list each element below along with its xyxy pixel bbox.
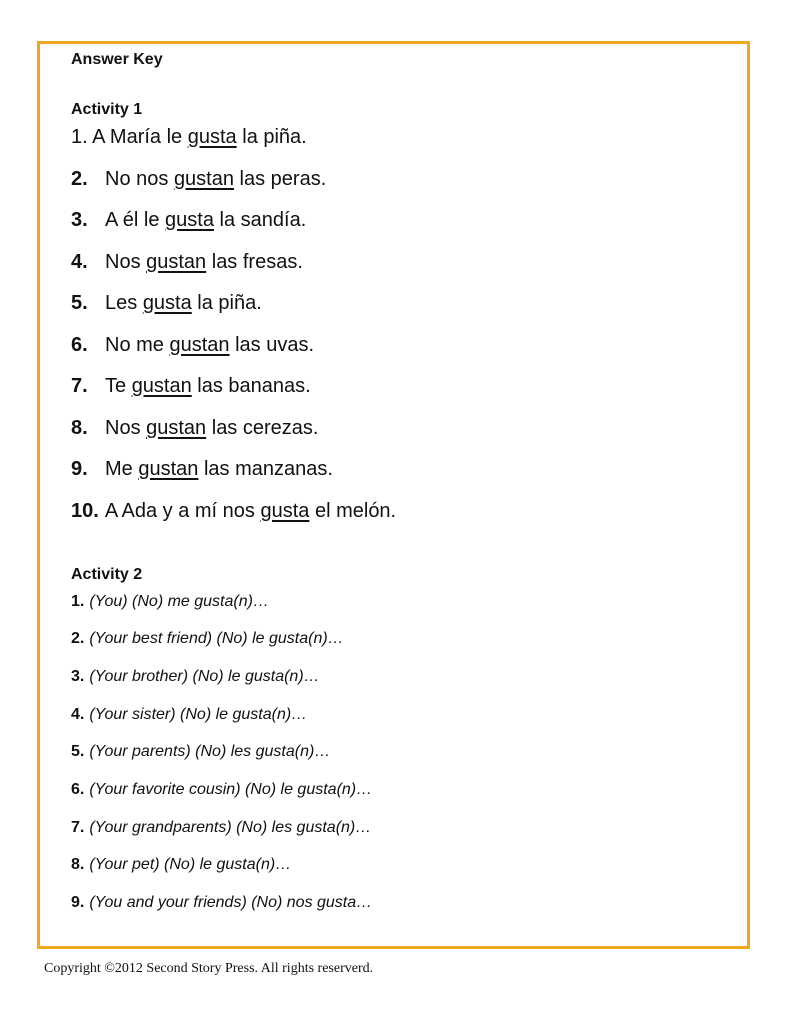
activity-1-item <box>71 125 307 149</box>
activity-2-item <box>71 705 307 725</box>
item-number: 8. <box>71 856 85 873</box>
item-text-after: la piña. <box>191 292 262 314</box>
item-text: (You and your friends) (No) nos gusta… <box>89 894 373 911</box>
item-number: 2. <box>71 630 85 647</box>
item-text: (Your best friend) (No) le gusta(n)… <box>89 630 344 647</box>
item-number: 3. <box>71 668 85 685</box>
item-text: (Your parents) (No) les gusta(n)… <box>89 743 331 760</box>
item-number: 5. <box>71 743 85 760</box>
activity-2-item <box>71 780 372 800</box>
item-answer: gustan <box>173 168 234 190</box>
item-number: 10. <box>71 500 99 522</box>
item-text-before: Nos <box>105 251 147 273</box>
item-text-before: A María le <box>92 126 188 148</box>
item-text-after: las cerezas. <box>206 417 319 439</box>
activity-2-item <box>71 629 344 649</box>
item-text-before: Me <box>105 458 139 480</box>
item-answer: gustan <box>138 458 199 480</box>
item-text-before: Te <box>105 375 132 397</box>
item-text-before: A Ada y a mí nos <box>104 500 261 522</box>
item-number: 5. <box>71 292 88 314</box>
item-text: (Your sister) (No) le gusta(n)… <box>89 706 308 723</box>
item-answer: gusta <box>165 209 214 231</box>
item-text: (Your grandparents) (No) les gusta(n)… <box>89 819 372 836</box>
item-number: 9. <box>71 894 85 911</box>
item-text-after: las peras. <box>234 168 327 190</box>
item-answer: gustan <box>146 251 207 273</box>
item-text-after: las fresas. <box>206 251 303 273</box>
activity-1-heading: Activity 1 <box>71 101 143 118</box>
activity-1-item <box>71 499 396 523</box>
item-answer: gustan <box>146 417 207 439</box>
item-number: 9. <box>71 458 88 480</box>
item-text-after: el melón. <box>309 500 397 522</box>
activity-1-item <box>71 250 303 274</box>
item-number: 7. <box>71 375 88 397</box>
item-text-after: la piña. <box>236 126 307 148</box>
item-text-after: las bananas. <box>191 375 311 397</box>
item-text: (You) (No) me gusta(n)… <box>89 593 269 610</box>
activity-2-item <box>71 667 320 687</box>
item-number: 3. <box>71 209 88 231</box>
activity-2-item <box>71 742 330 762</box>
item-answer: gusta <box>142 292 192 314</box>
item-answer: gusta <box>187 126 237 148</box>
item-number: 1. <box>71 126 88 148</box>
item-number: 6. <box>71 781 85 798</box>
copyright-notice: Copyright ©2012 Second Story Press. All rights reserverd. <box>44 961 374 976</box>
item-answer: gusta <box>260 500 310 522</box>
activity-1-item <box>71 374 311 398</box>
activity-2-item <box>71 592 269 612</box>
item-number: 4. <box>71 706 85 723</box>
item-number: 8. <box>71 417 88 439</box>
activity-2-item <box>71 893 372 913</box>
activity-1-item <box>71 416 318 440</box>
item-number: 7. <box>71 819 85 836</box>
answer-key-title: Answer Key <box>71 51 163 68</box>
activity-2-item <box>71 818 371 838</box>
activity-1-item <box>71 208 306 232</box>
item-text-after: las manzanas. <box>198 458 333 480</box>
item-answer: gustan <box>169 334 230 356</box>
item-text-after: las uvas. <box>229 334 315 356</box>
item-text-before: No nos <box>105 168 174 190</box>
item-text: (Your brother) (No) le gusta(n)… <box>89 668 320 685</box>
activity-1-item <box>71 457 333 481</box>
item-number: 2. <box>71 168 88 190</box>
item-text: (Your pet) (No) le gusta(n)… <box>89 856 292 873</box>
item-number: 1. <box>71 593 85 610</box>
item-text: (Your favorite cousin) (No) le gusta(n)… <box>89 781 373 798</box>
item-text-after: la sandía. <box>213 209 307 231</box>
item-answer: gustan <box>131 375 192 397</box>
item-text-before: Nos <box>105 417 147 439</box>
activity-2-heading: Activity 2 <box>71 566 143 583</box>
item-text-before: Les <box>105 292 143 314</box>
item-text-before: A él le <box>105 209 166 231</box>
activity-1-item <box>71 291 262 315</box>
item-text-before: No me <box>105 334 170 356</box>
item-number: 6. <box>71 334 88 356</box>
activity-1-item <box>71 167 326 191</box>
activity-2-item <box>71 855 291 875</box>
item-number: 4. <box>71 251 88 273</box>
activity-1-item <box>71 333 314 357</box>
